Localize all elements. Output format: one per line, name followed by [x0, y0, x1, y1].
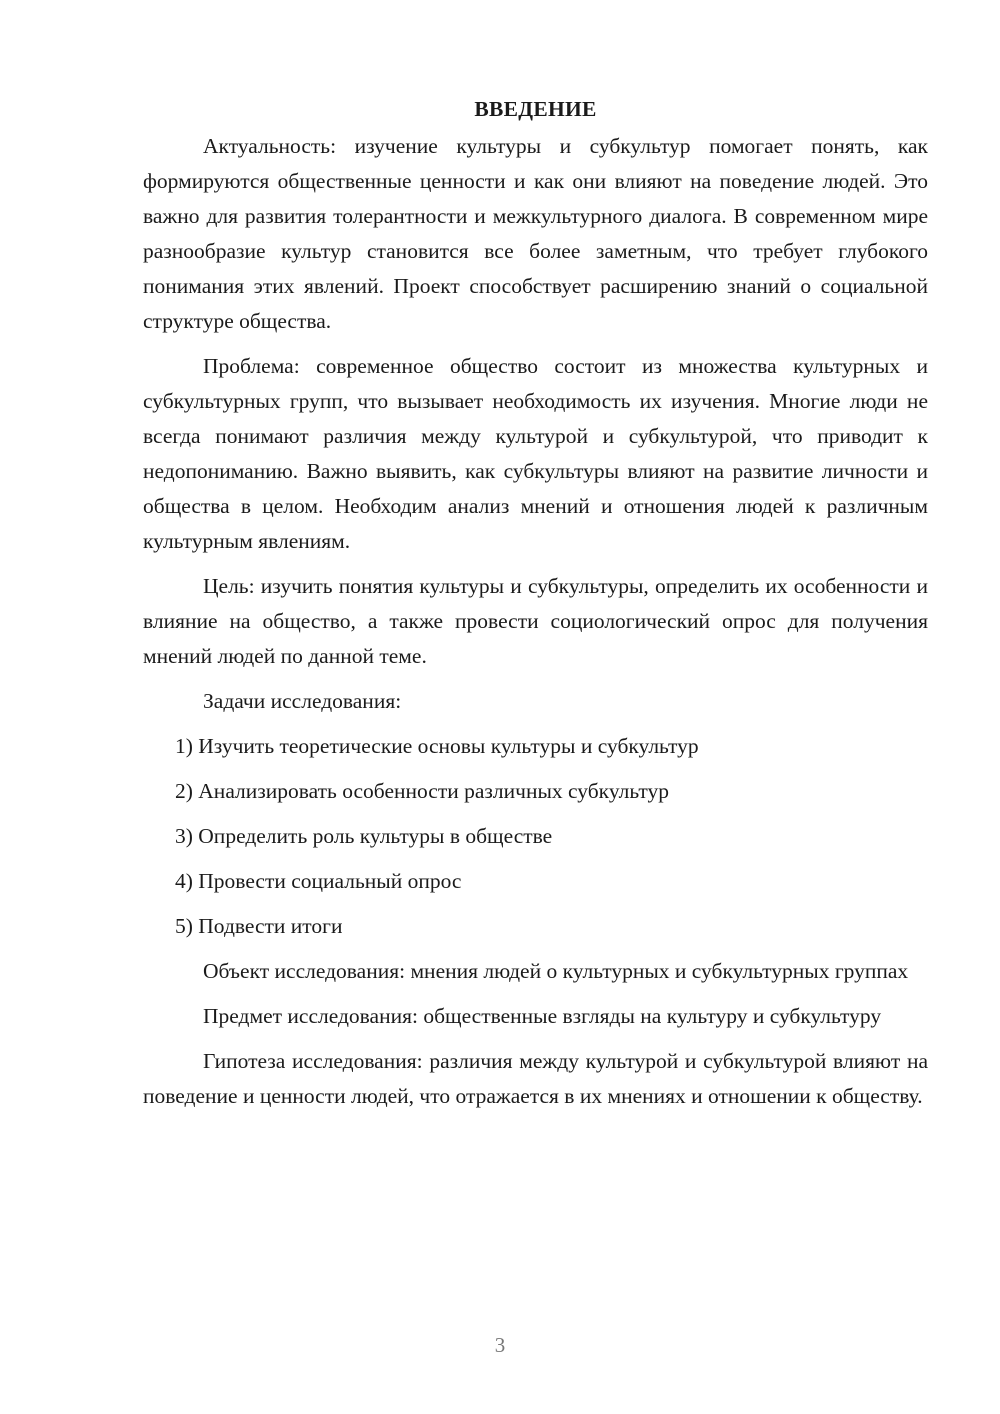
subject-paragraph: Предмет исследования: общественные взгляды на культуру и субкультуру — [203, 1004, 882, 1028]
document-page — [143, 92, 928, 1124]
goal-paragraph: Цель: изучить понятия культуры и субкультуры, определить их особенности и влияние на общество, а также провести социологический опрос для получения мнений людей по данной теме. — [143, 574, 928, 668]
hypothesis-paragraph: Гипотеза исследования: различия между культурой и субкультурой влияют на поведение и ценности людей, что отражается в их мнениях и отношении к обществу. — [143, 1049, 928, 1108]
task-item: 3) Определить роль культуры в обществе — [175, 824, 553, 848]
task-item: 4) Провести социальный опрос — [175, 869, 462, 893]
page-heading: ВВЕДЕНИЕ — [474, 97, 597, 121]
page-number: 3 — [494, 1333, 506, 1357]
task-list — [143, 729, 928, 944]
problem-paragraph: Проблема: современное общество состоит из множества культурных и субкультурных групп, что вызывает необходимость их изучения. Многие люди не всегда понимают различия между культурой и субкультурой, что приводит к недопониманию. Важно выявить, как субкультуры влияют на развитие личности и общества в целом. Необходим анализ мнений и отношения людей к различным культурным явлениям. — [143, 354, 928, 553]
task-item: 1) Изучить теоретические основы культуры и субкультур — [175, 734, 699, 758]
object-paragraph: Объект исследования: мнения людей о культурных и субкультурных группах — [203, 959, 909, 983]
relevance-paragraph: Актуальность: изучение культуры и субкультур помогает понять, как формируются общественные ценности и как они влияют на поведение людей. Это важно для развития толерантности и межкультурного диалога. В современном мире разнообразие культур становится все более заметным, что требует глубокого понимания этих явлений. Проект способствует расширению знаний о социальной структуре общества. — [143, 134, 928, 333]
task-item: 2) Анализировать особенности различных субкультур — [175, 779, 669, 803]
tasks-title: Задачи исследования: — [203, 689, 402, 713]
task-item: 5) Подвести итоги — [175, 914, 343, 938]
